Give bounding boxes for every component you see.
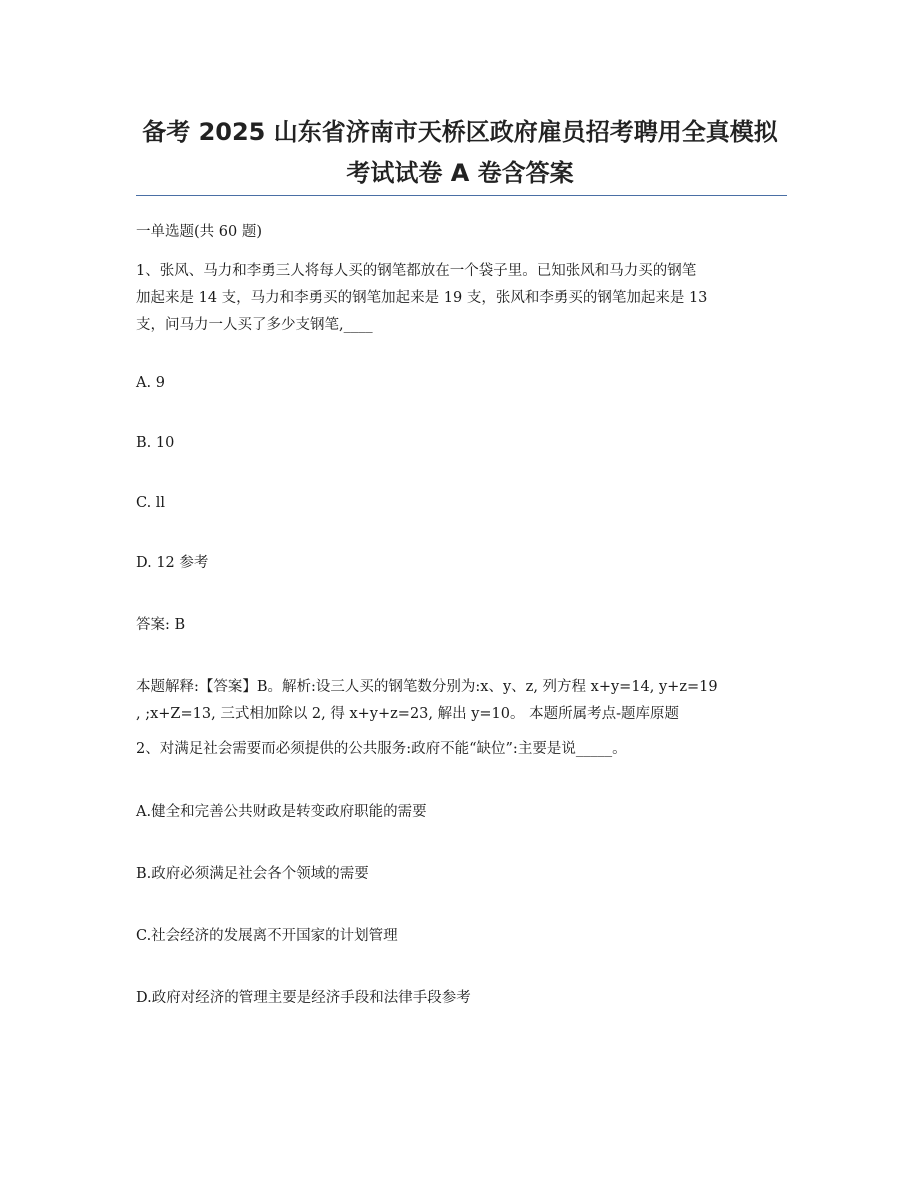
question-1-explanation bbox=[136, 674, 786, 728]
question-2-option-b: B.政府必须满足社会各个领域的需要 bbox=[136, 866, 369, 882]
question-1-explanation-line: 本题解释:【答案】B。解析:设三人买的钢笔数分别为:x、y、z, 列方程 x+y=14, y+z=19 bbox=[136, 679, 718, 695]
question-1-stem-line: 加起来是 14 支，马力和李勇买的钢笔加起来是 19 支，张风和李勇买的钢笔加起来是 13 bbox=[136, 290, 708, 306]
title-divider bbox=[136, 195, 787, 196]
question-1-option-c: C. ll bbox=[136, 495, 166, 511]
question-1-stem bbox=[136, 258, 786, 339]
question-2-option-a: A.健全和完善公共财政是转变政府职能的需要 bbox=[136, 804, 427, 820]
question-2-stem: 2、对满足社会需要而必须提供的公共服务:政府不能“缺位”:主要是说_____。 bbox=[136, 741, 627, 757]
section-heading: 一单选题(共 60 题) bbox=[136, 224, 262, 240]
question-2-option-d: D.政府对经济的管理主要是经济手段和法律手段参考 bbox=[136, 990, 471, 1006]
question-1-option-b: B. 10 bbox=[136, 435, 175, 451]
question-1-stem-line: 支，问马力一人买了多少支钢笔,____ bbox=[136, 317, 373, 333]
question-1-option-d: D. 12 参考 bbox=[136, 555, 209, 571]
document-title-line-1: 备考 2025 山东省济南市天桥区政府雇员招考聘用全真模拟 bbox=[142, 118, 778, 146]
question-1-option-a: A. 9 bbox=[136, 375, 165, 391]
document-title-line-2: 考试试卷 A 卷含答案 bbox=[346, 159, 574, 187]
question-1-explanation-line: , ;x+Z=13, 三式相加除以 2, 得 x+y+z=23, 解出 y=10。 本题所属考点-题库原题 bbox=[136, 706, 680, 722]
question-2-option-c: C.社会经济的发展离不开国家的计划管理 bbox=[136, 928, 398, 944]
question-1-stem-line: 1、张风、马力和李勇三人将每人买的钢笔都放在一个袋子里。已知张风和马力买的钢笔 bbox=[136, 263, 697, 279]
question-1-answer: 答案: B bbox=[136, 617, 186, 633]
